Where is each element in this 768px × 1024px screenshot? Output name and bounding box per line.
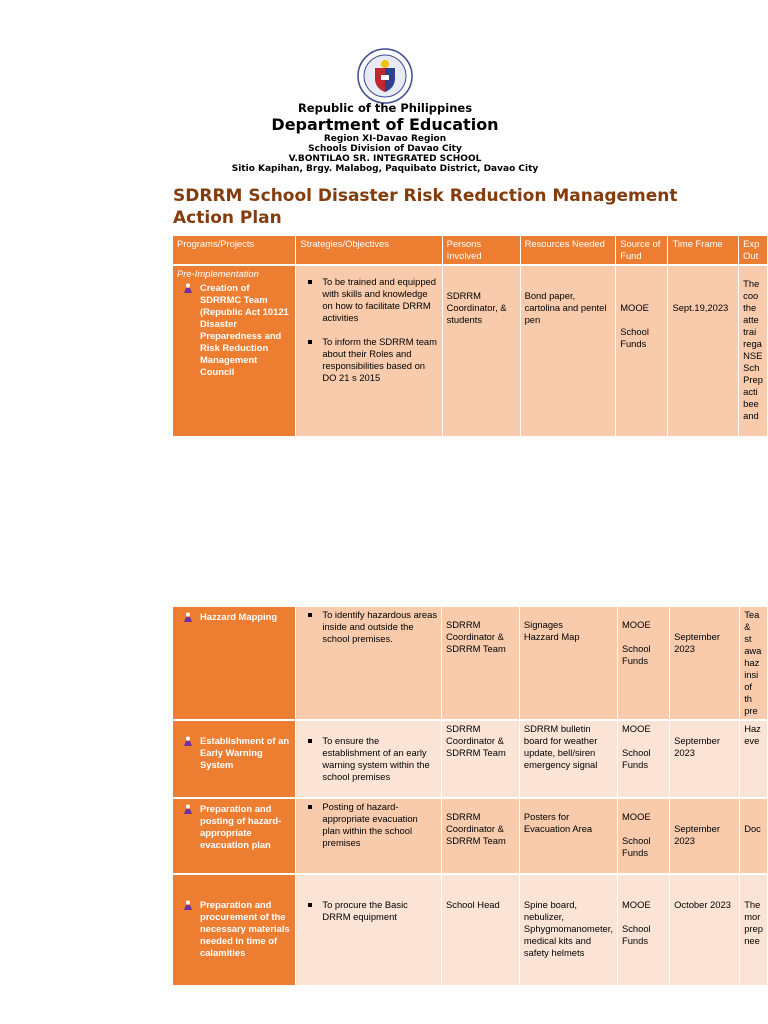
fund-cell: MOOE School Funds: [616, 266, 668, 438]
persons-cell: SDRRM Coordinator & SDRRM Team: [442, 721, 520, 799]
outcome-cell: The mor prep nee: [740, 875, 768, 987]
program-cell: Establishment of an Early Warning System: [173, 721, 296, 799]
persons-cell: SDRRM Coordinator & SDRRM Team: [442, 607, 520, 721]
fund-cell: MOOE School Funds: [618, 875, 670, 987]
strategy-cell: [296, 266, 442, 438]
persons-cell: SDRRM Coordinator & SDRRM Team: [442, 799, 520, 875]
col-persons: Persons Involved: [443, 236, 521, 266]
col-time: Time Frame: [668, 236, 739, 266]
address-line: Sitio Kapihan, Brgy. Malabog, Paquibato District, Davao City: [231, 164, 539, 174]
person-icon: [183, 612, 193, 622]
resources-cell: Bond paper, cartolina and pentel pen: [521, 266, 617, 438]
outcome-cell: Tea & st awa haz insi of th pre: [740, 607, 768, 721]
resources-cell: Signages Hazzard Map: [520, 607, 618, 721]
fund-cell: MOOE School Funds: [618, 721, 670, 799]
action-plan-table-continued: [173, 607, 768, 987]
region-line: Region XI-Davao Region: [323, 134, 447, 144]
person-icon: [183, 804, 193, 814]
strategy-cell: [296, 721, 442, 799]
col-programs: Programs/Projects: [173, 236, 296, 266]
division-line: Schools Division of Davao City: [308, 144, 462, 154]
outcome-cell: The coo the atte trai rega NSE Sch Prep acti bee and: [739, 266, 768, 438]
table-row: [173, 266, 768, 438]
persons-cell: SDRRM Coordinator, & students: [443, 266, 521, 438]
strategy-cell: [296, 607, 442, 721]
strategy-item: To procure the Basic DRRM equipment: [322, 899, 437, 923]
time-cell: Sept.19,2023: [668, 266, 739, 438]
program-cell: Pre-Implementation Creation of SDRRMC Team (Republic Act 10121 Disaster Preparedness and Risk Reduction Management Council: [173, 266, 296, 438]
table-row: [173, 799, 768, 875]
page-title: SDRRM School Disaster Risk Reduction Management Action Plan: [173, 186, 678, 228]
program-cell: Hazzard Mapping: [173, 607, 296, 721]
resources-cell: SDRRM bulletin board for weather update, bell/siren emergency signal: [520, 721, 618, 799]
action-plan-table-top: [173, 236, 768, 438]
outcome-cell: Doc: [740, 799, 768, 875]
table-row: [173, 607, 768, 721]
person-icon: [183, 736, 193, 746]
strategy-item: Posting of hazard-appropriate evacuation plan within the school premises: [322, 801, 437, 849]
strategy-item: To ensure the establishment of an early warning system within the school premises: [322, 735, 437, 783]
strategy-item: To be trained and equipped with skills and knowledge on how to facilitate DRRM activities: [322, 276, 436, 323]
table-row: [173, 875, 768, 987]
strategy-cell: [296, 875, 442, 987]
time-cell: September 2023: [670, 721, 740, 799]
time-cell: September 2023: [670, 799, 740, 875]
fund-cell: MOOE School Funds: [618, 607, 670, 721]
table-header-row: [173, 236, 768, 266]
fund-cell: MOOE School Funds: [618, 799, 670, 875]
resources-cell: Posters for Evacuation Area: [520, 799, 618, 875]
person-icon: [183, 283, 193, 293]
program-cell: Preparation and procurement of the necessary materials needed in time of calamities: [173, 875, 296, 987]
republic-line: Republic of the Philippines: [297, 101, 473, 115]
strategy-cell: [296, 799, 442, 875]
strategy-item: To inform the SDRRM team about their Roles and responsibilities based on DO 21 s 2015: [322, 336, 437, 383]
time-cell: October 2023: [670, 875, 740, 987]
resources-cell: Spine board, nebulizer, Sphygmomanometer, medical kits and safety helmets: [520, 875, 618, 987]
outcome-cell: Haz eve: [740, 721, 768, 799]
table-row: [173, 721, 768, 799]
phase-label: Pre-Implementation: [177, 268, 259, 279]
time-cell: September 2023: [670, 607, 740, 721]
col-resources: Resources Needed: [521, 236, 617, 266]
col-strategies: Strategies/Objectives: [296, 236, 442, 266]
person-icon: [183, 900, 193, 910]
department-line: Department of Education: [271, 115, 499, 134]
strategy-item: To identify hazardous areas inside and outside the school premises.: [322, 609, 438, 644]
col-fund: Source of Fund: [616, 236, 668, 266]
col-outcome: Exp Out: [739, 236, 768, 266]
persons-cell: School Head: [442, 875, 520, 987]
school-line: V.BONTILAO SR. INTEGRATED SCHOOL: [288, 154, 482, 164]
program-cell: Preparation and posting of hazard-appropriate evacuation plan: [173, 799, 296, 875]
deped-seal-icon: [357, 48, 413, 104]
